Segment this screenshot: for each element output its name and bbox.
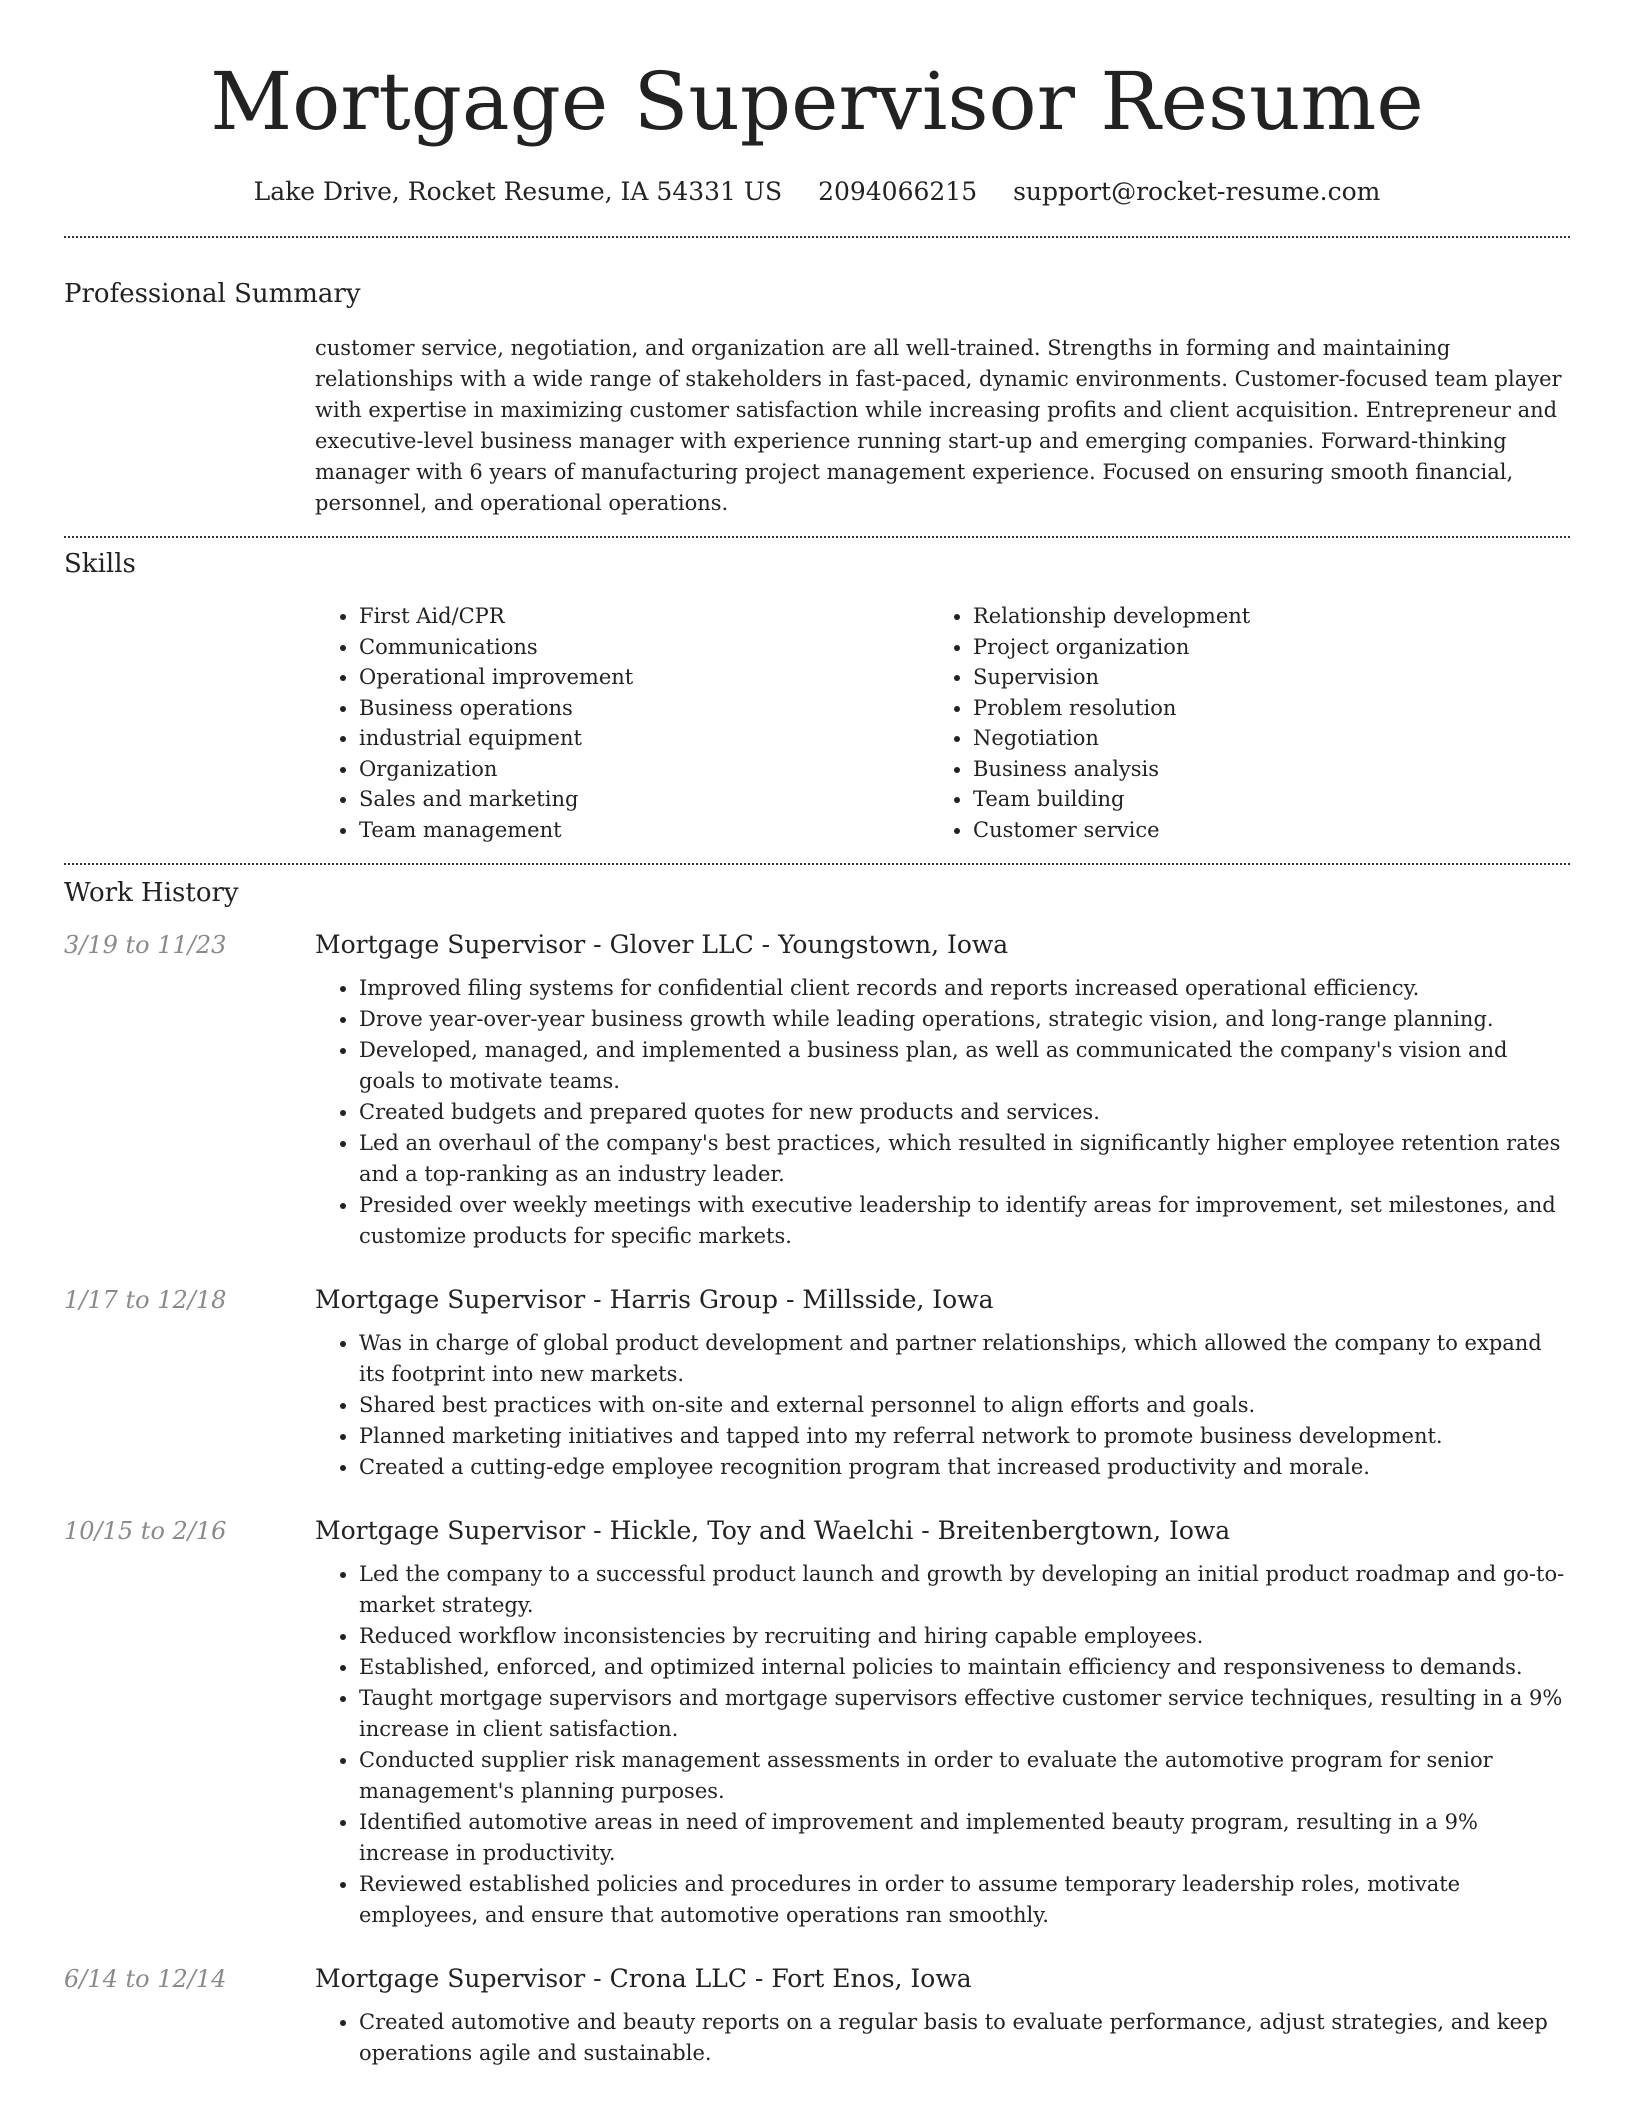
- skill-item: • Operational improvement: [359, 662, 929, 693]
- page-title: Mortgage Supervisor Resume: [210, 55, 1424, 148]
- skills-list-right: [929, 601, 1543, 845]
- section-title-work: Work History: [64, 878, 239, 908]
- skill-item: • Project organization: [973, 632, 1543, 663]
- skill-item: • Team building: [973, 784, 1543, 815]
- job-header: [64, 1285, 1570, 1314]
- job-bullets: [315, 1328, 1569, 1483]
- contact-phone: 2094066215: [818, 177, 978, 206]
- job-entry: [64, 930, 1570, 1252]
- job-dates: 10/15 to 2/16: [64, 1517, 227, 1545]
- job-bullets: [315, 1559, 1569, 1931]
- job-bullet: • Drove year-over-year business growth while leading operations, strategic vision, and long-range planning.: [359, 1004, 1569, 1035]
- job-entry: [64, 1516, 1570, 1931]
- job-bullet: • Presided over weekly meetings with executive leadership to identify areas for improvement, set milestones, and customize products for specific markets.: [359, 1190, 1569, 1252]
- skill-item: • Business analysis: [973, 754, 1543, 785]
- job-bullet: • Improved filing systems for confidential client records and reports increased operational efficiency.: [359, 973, 1569, 1004]
- divider: [64, 536, 1570, 538]
- job-bullet: • Developed, managed, and implemented a business plan, as well as communicated the company's vision and goals to motivate teams.: [359, 1035, 1569, 1097]
- job-bullet: • Shared best practices with on-site and external personnel to align efforts and goals.: [359, 1390, 1569, 1421]
- job-bullet: • Created budgets and prepared quotes for new products and services.: [359, 1097, 1569, 1128]
- job-title: Mortgage Supervisor - Hickle, Toy and Waelchi - Breitenbergtown, Iowa: [315, 1516, 1231, 1545]
- job-bullet: • Led an overhaul of the company's best practices, which resulted in significantly higher employee retention rates and a top-ranking as an industry leader.: [359, 1128, 1569, 1190]
- skill-item: • Relationship development: [973, 601, 1543, 632]
- skill-item: • Communications: [359, 632, 929, 663]
- skill-item: • Supervision: [973, 662, 1543, 693]
- section-title-summary: Professional Summary: [64, 279, 361, 309]
- skill-item: • Business operations: [359, 693, 929, 724]
- job-header: [64, 1964, 1570, 1993]
- contact-email: support@rocket-resume.com: [1013, 177, 1381, 206]
- skills-columns: [315, 601, 1570, 845]
- skill-item: • Customer service: [973, 815, 1543, 846]
- skill-item: • Problem resolution: [973, 693, 1543, 724]
- skill-item: • Sales and marketing: [359, 784, 929, 815]
- job-bullet: • Led the company to a successful product launch and growth by developing an initial product roadmap and go-to-market strategy.: [359, 1559, 1569, 1621]
- job-header: [64, 930, 1570, 959]
- job-entry: [64, 1964, 1570, 2069]
- job-bullet: • Was in charge of global product development and partner relationships, which allowed the company to expand its footprint into new markets.: [359, 1328, 1569, 1390]
- resume-page: [64, 0, 1570, 2069]
- skills-list-left: [315, 601, 929, 845]
- job-bullet: • Reviewed established policies and procedures in order to assume temporary leadership roles, motivate employees, and ensure that automotive operations ran smoothly.: [359, 1869, 1569, 1931]
- job-bullet: • Conducted supplier risk management assessments in order to evaluate the automotive program for senior management's planning purposes.: [359, 1745, 1569, 1807]
- job-dates: 1/17 to 12/18: [64, 1286, 227, 1314]
- skill-item: • Team management: [359, 815, 929, 846]
- skill-item: • Negotiation: [973, 723, 1543, 754]
- skill-item: • Organization: [359, 754, 929, 785]
- divider: [64, 236, 1570, 238]
- summary-text: customer service, negotiation, and organization are all well-trained. Strengths in forming and maintaining relationships with a wide range of stakeholders in fast-paced, dynamic environments. Customer-focused team player with expertise in maximizing customer satisfaction while increasing profits and client acquisition. Entrepreneur and executive-level business manager with experience running start-up and emerging companies. Forward-thinking manager with 6 years of manufacturing project management experience. Focused on ensuring smooth financial, personnel, and operational operations.: [315, 336, 1562, 515]
- job-title: Mortgage Supervisor - Harris Group - Millsside, Iowa: [315, 1285, 994, 1314]
- job-title: Mortgage Supervisor - Glover LLC - Youngstown, Iowa: [315, 930, 1009, 959]
- job-bullet: • Planned marketing initiatives and tapped into my referral network to promote business development.: [359, 1421, 1569, 1452]
- job-title: Mortgage Supervisor - Crona LLC - Fort Enos, Iowa: [315, 1964, 972, 1993]
- job-bullets: [315, 2007, 1569, 2069]
- job-bullet: • Created automotive and beauty reports on a regular basis to evaluate performance, adjust strategies, and keep operations agile and sustainable.: [359, 2007, 1569, 2069]
- section-title-skills: Skills: [64, 549, 136, 579]
- skill-item: • First Aid/CPR: [359, 601, 929, 632]
- job-bullet: • Reduced workflow inconsistencies by recruiting and hiring capable employees.: [359, 1621, 1569, 1652]
- job-bullets: [315, 973, 1569, 1252]
- job-header: [64, 1516, 1570, 1545]
- skill-item: • industrial equipment: [359, 723, 929, 754]
- job-bullet: • Identified automotive areas in need of improvement and implemented beauty program, resulting in a 9% increase in productivity.: [359, 1807, 1569, 1869]
- job-dates: 3/19 to 11/23: [64, 931, 227, 959]
- job-bullet: • Established, enforced, and optimized internal policies to maintain efficiency and responsiveness to demands.: [359, 1652, 1569, 1683]
- job-dates: 6/14 to 12/14: [64, 1965, 227, 1993]
- job-bullet: • Taught mortgage supervisors and mortgage supervisors effective customer service techniques, resulting in a 9% increase in client satisfaction.: [359, 1683, 1569, 1745]
- contact-address: Lake Drive, Rocket Resume, IA 54331 US: [253, 177, 783, 206]
- divider: [64, 863, 1570, 865]
- job-bullet: • Created a cutting-edge employee recognition program that increased productivity and morale.: [359, 1452, 1569, 1483]
- contact-line: [64, 174, 1570, 210]
- job-entry: [64, 1285, 1570, 1483]
